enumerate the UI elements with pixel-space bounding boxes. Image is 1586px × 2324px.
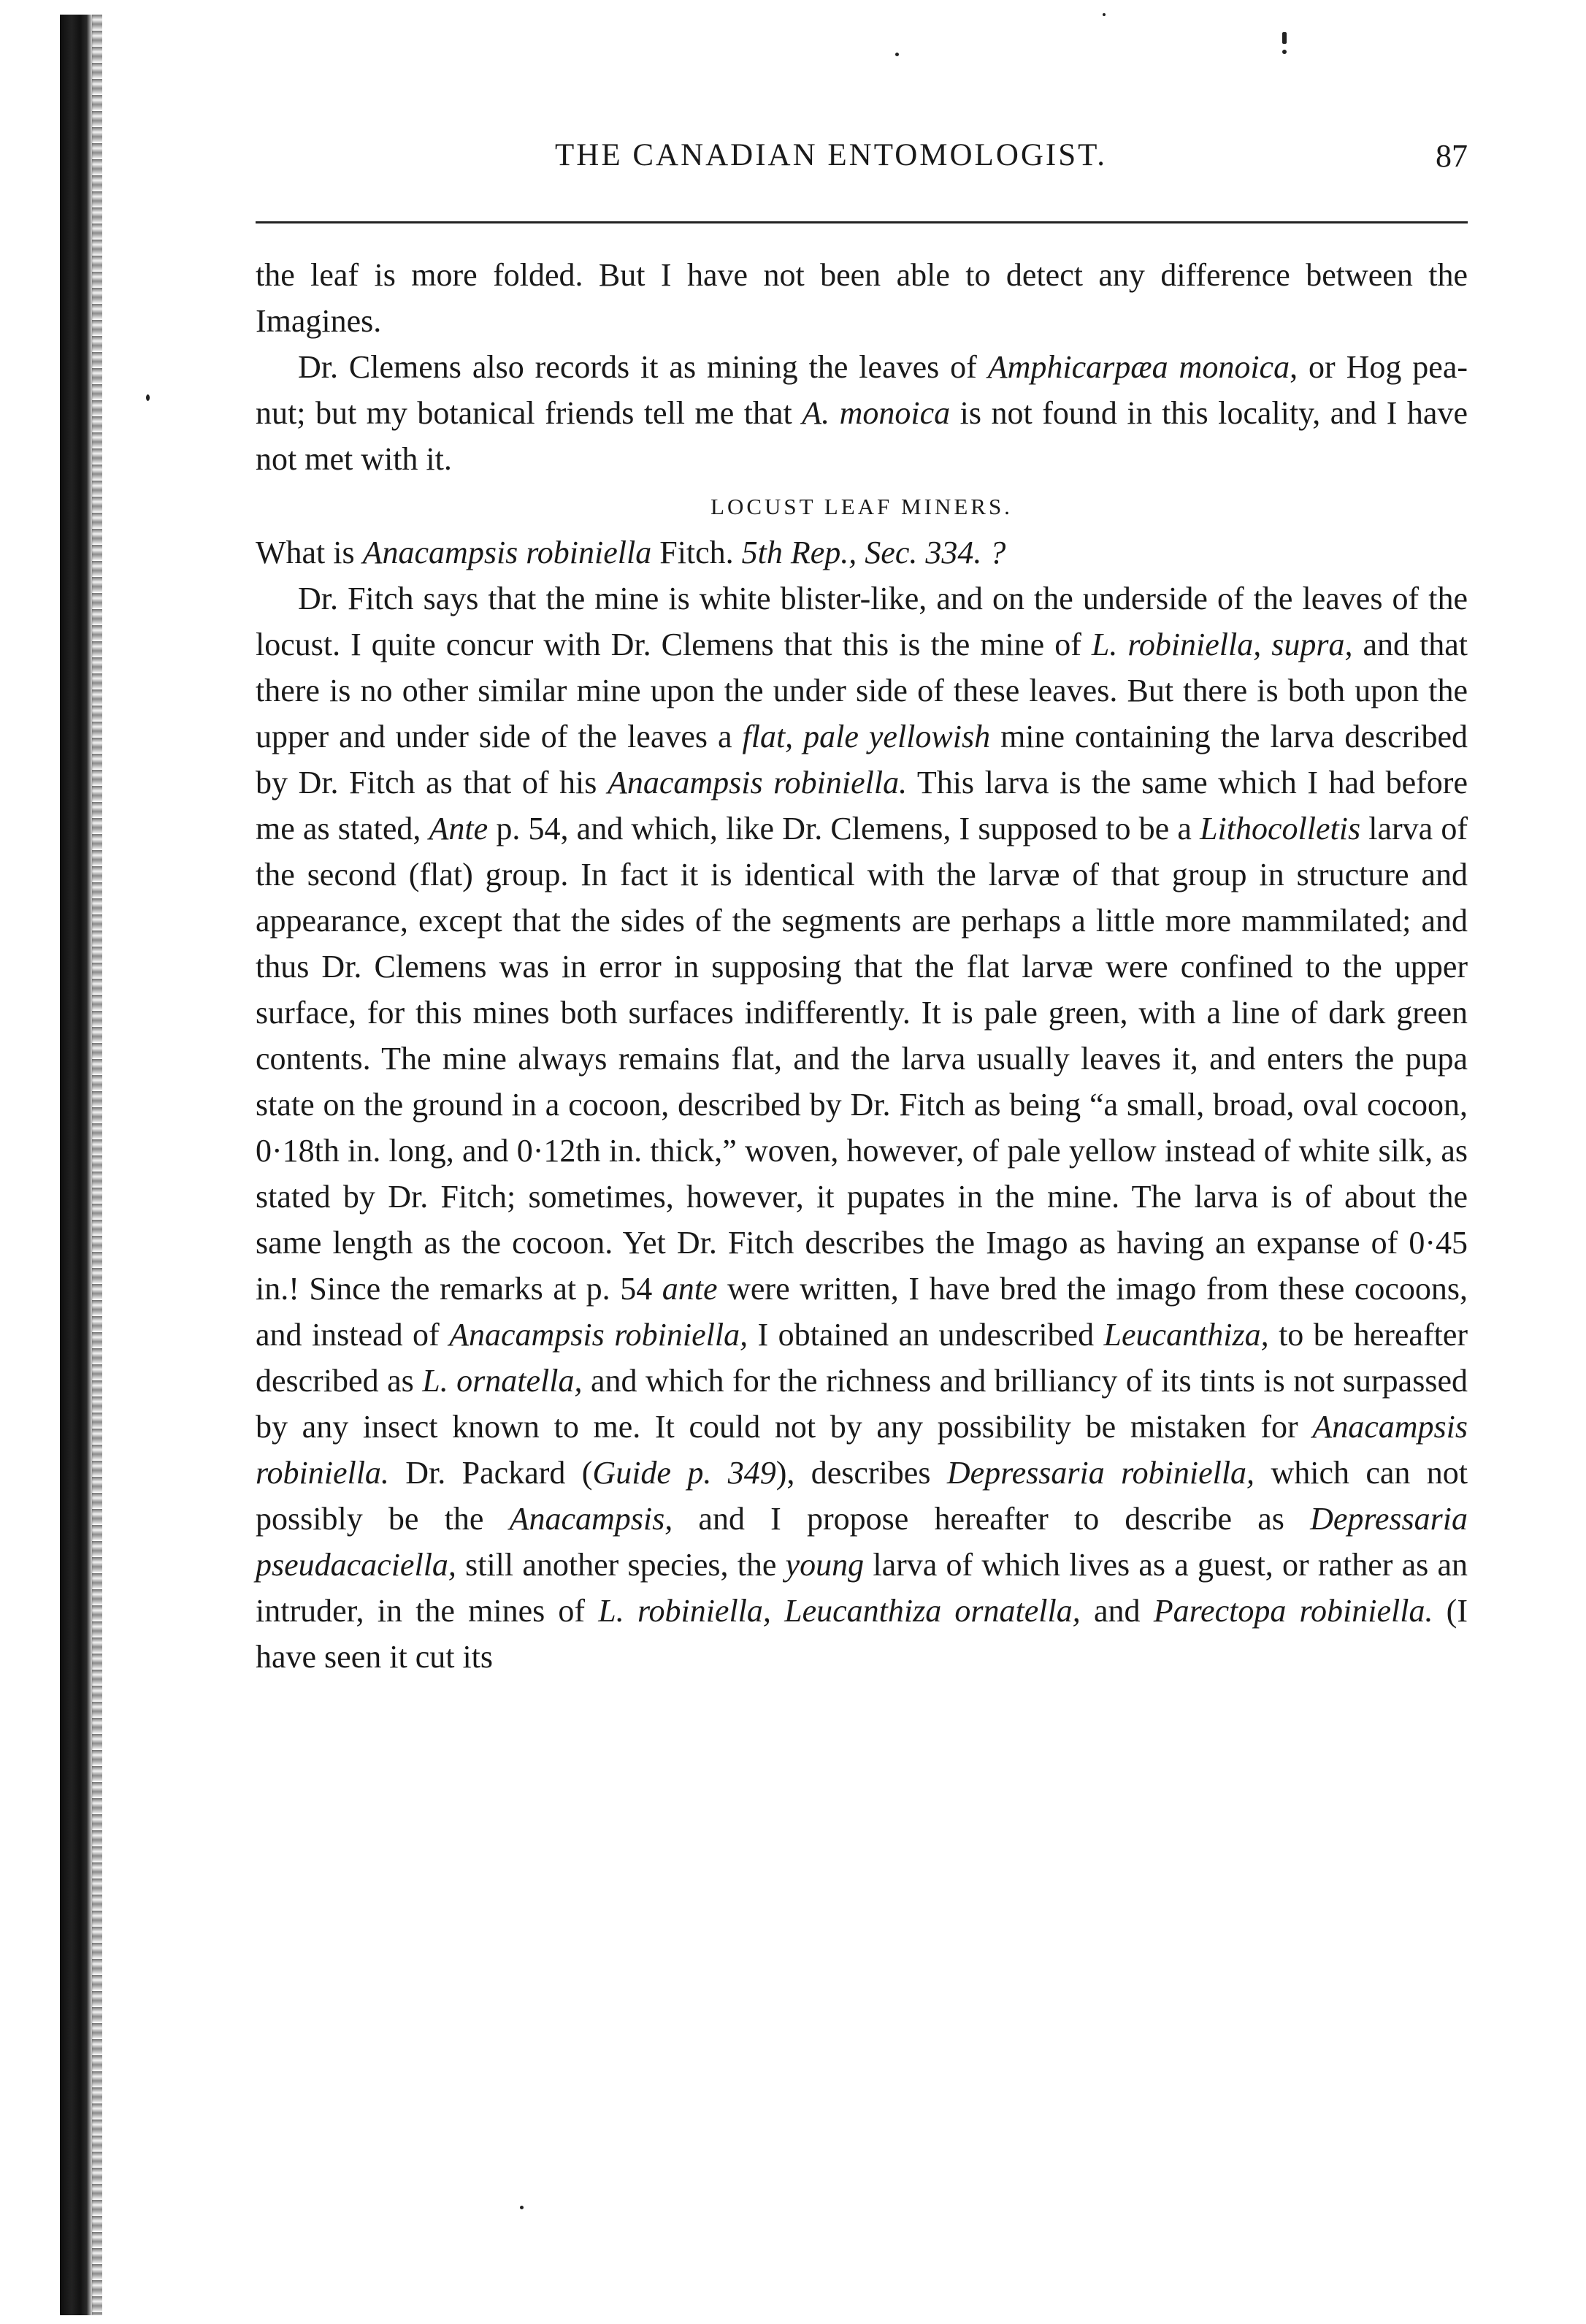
text-run: and xyxy=(1080,1593,1154,1629)
text-run: and I propose hereafter to describe as xyxy=(673,1501,1311,1537)
italic-run: Anacampsis, xyxy=(509,1501,673,1537)
running-header xyxy=(256,137,1468,181)
italic-run: Depressaria pseudacaciella, xyxy=(256,1501,1468,1583)
italic-run: L. ornatella, xyxy=(422,1363,583,1399)
italic-run: L. robiniella, Leucanthiza ornatella, xyxy=(598,1593,1081,1629)
paragraph-fitch-mine xyxy=(256,576,1468,1680)
text-run: Fitch. xyxy=(651,535,742,570)
italic-run: Anacampsis robiniella, xyxy=(449,1317,748,1353)
italic-run: Amphicarpæa monoica xyxy=(987,349,1290,385)
text-run: (I have seen it cut its xyxy=(256,1593,1468,1675)
text-run: and that there is no other similar mine upon the under side of these leaves. But there is both upon the upper and under side of the leaves a xyxy=(256,627,1468,754)
text-run: , or Hog pea-nut; but my botanical friends tell me that xyxy=(256,349,1468,431)
italic-run: Depressaria robiniella, xyxy=(946,1455,1255,1491)
page-number: 87 xyxy=(1436,138,1468,174)
text-run: This larva is the same which I had before me as stated, xyxy=(256,765,1468,846)
text-run: I obtained an undescribed xyxy=(748,1317,1104,1353)
text-run: Dr. Packard ( xyxy=(388,1455,593,1491)
italic-run: Anacampsis robiniella. xyxy=(607,765,908,800)
paragraph-continued xyxy=(256,252,1468,344)
text-run: and which for the richness and brilliancy of its tints is not surpassed by any insect known to me. It could not by any possibility be mistaken for xyxy=(256,1363,1468,1445)
italic-run: Guide p. 349 xyxy=(592,1455,776,1491)
text-run: were written, I have bred the imago from these cocoons, and instead of xyxy=(256,1271,1468,1353)
text-run: Dr. Clemens also records it as mining the leaves of xyxy=(298,349,988,385)
question-line xyxy=(256,530,1468,576)
body-text xyxy=(256,252,1468,1680)
text-run: p. 54, and which, like Dr. Clemens, I supposed to be a xyxy=(488,811,1200,846)
text-run: the leaf is more folded. But I have not been able to detect any difference between the Imagines. xyxy=(256,257,1468,339)
italic-run: Lithocolletis xyxy=(1200,811,1361,846)
text-run: larva of which lives as a guest, or rather as an intruder, in the mines of xyxy=(256,1547,1468,1629)
italic-run: Ante xyxy=(429,811,489,846)
italic-run: 5th Rep., Sec. 334. ? xyxy=(741,535,1006,570)
text-run: What is xyxy=(256,535,363,570)
running-head-title: THE CANADIAN ENTOMOLOGIST. xyxy=(555,138,1107,172)
paragraph-clemens-record xyxy=(256,344,1468,482)
italic-run: A. monoica xyxy=(802,395,951,431)
italic-run: ante xyxy=(662,1271,718,1307)
text-run: Dr. Fitch says that the mine is white blister-like, and on the underside of the leaves of the locust. I quite concur with Dr. Clemens that this is the mine of xyxy=(256,581,1468,662)
text-run: which can not possibly be the xyxy=(256,1455,1468,1537)
binding-edge xyxy=(60,15,93,2315)
header-rule xyxy=(256,221,1468,223)
italic-run: L. robiniella, supra, xyxy=(1091,627,1353,662)
italic-run: flat, pale yellowish xyxy=(742,719,991,754)
section-heading: LOCUST LEAF MINERS. xyxy=(710,494,1013,519)
italic-run: young xyxy=(785,1547,865,1583)
italic-run: Anacampsis robiniella. xyxy=(256,1409,1468,1491)
text-run: larva of the second (flat) group. In fact it is identical with the larvæ of that group in structure and appearance, except that the sides of the segments are perhaps a little more mammilated; and thus Dr. Clemens was in error in supposing that the flat larvæ were confined to the upper surface, for this mines both surfaces indifferently. It is pale green, with a line of dark green contents. The mine always remains flat, and the larva usually leaves it, and enters the pupa state on the ground in a cocoon, described by Dr. Fitch as being “a small, broad, oval cocoon, 0·18th in. long, and 0·12th in. thick,” woven, however, of pale yellow instead of white silk, as stated by Dr. Fitch; sometimes, however, it pupates in the mine. The larva is of about the same length as the cocoon. Yet Dr. Fitch describes the Imago as having an expanse of 0·45 in.! Since the remarks at p. 54 xyxy=(256,811,1468,1307)
text-run: ), describes xyxy=(775,1455,947,1491)
italic-run: Leucanthiza, xyxy=(1103,1317,1269,1353)
text-run: to be hereafter described as xyxy=(256,1317,1468,1399)
text-run: mine containing the larva described by Dr. Fitch as that of his xyxy=(256,719,1468,800)
text-run: still another species, the xyxy=(456,1547,786,1583)
italic-run: Anacampsis robiniella xyxy=(362,535,652,570)
text-run: is not found in this locality, and I have not met with it. xyxy=(256,395,1468,477)
italic-run: Parectopa robiniella. xyxy=(1153,1593,1433,1629)
